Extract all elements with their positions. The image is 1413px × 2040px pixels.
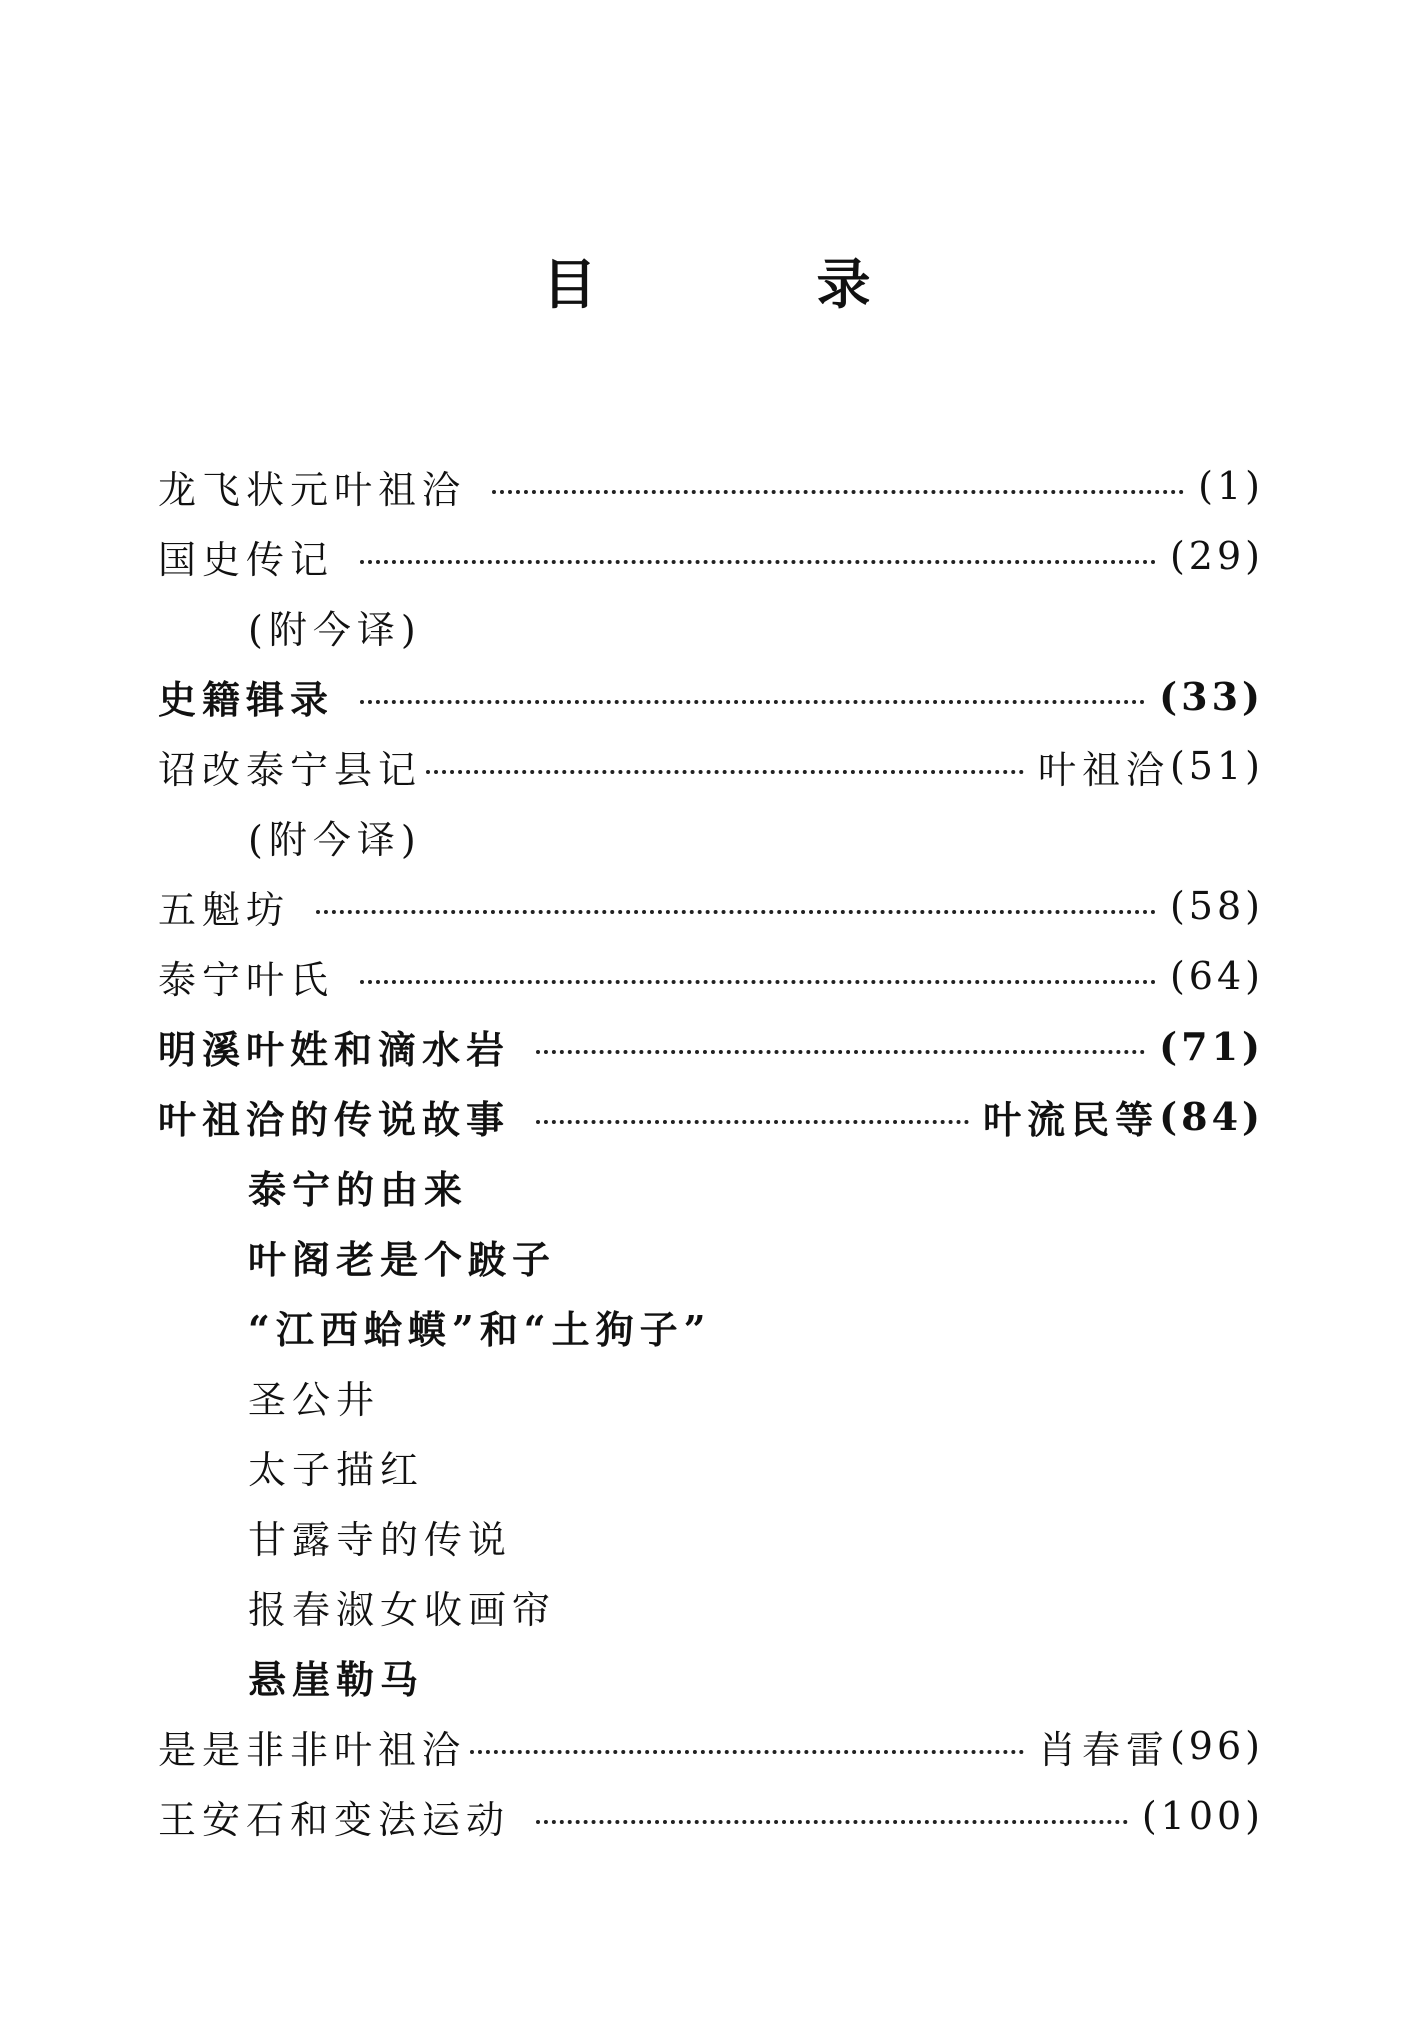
toc-entry-page: (64) <box>1169 954 1264 998</box>
toc-entry-title: 明溪叶姓和滴水岩 <box>158 1026 511 1072</box>
toc-subentry-title: (附今译) <box>248 607 422 652</box>
toc-entry-page: (100) <box>1141 1794 1264 1838</box>
toc-story[interactable] <box>158 1221 1264 1291</box>
toc-entry-title: 史籍辑录 <box>158 676 335 722</box>
toc-subentry <box>158 591 1264 661</box>
toc-story-title: 圣公井 <box>248 1377 381 1422</box>
toc-entry-page: (84) <box>1159 1093 1264 1139</box>
toc-subentry <box>158 801 1264 871</box>
toc-story-title: 太子描红 <box>248 1447 425 1492</box>
page-title-char-2: 录 <box>816 253 871 316</box>
dot-leader <box>316 910 1156 914</box>
page-title-char-1: 目 <box>542 253 597 316</box>
toc-story[interactable] <box>158 1361 1264 1431</box>
toc-entry-page: (29) <box>1169 534 1264 578</box>
dot-leader <box>426 770 1024 774</box>
toc-entry-title: 王安石和变法运动 <box>158 1797 511 1842</box>
dot-leader <box>360 560 1156 564</box>
toc-entry-title: 是是非非叶祖洽 <box>158 1727 467 1772</box>
toc-entry[interactable] <box>158 1081 1264 1151</box>
toc-entry-title: 五魁坊 <box>158 887 291 932</box>
toc-entry[interactable] <box>158 1011 1264 1081</box>
toc-story-title: 悬崖勒马 <box>248 1656 425 1702</box>
dot-leader <box>536 1050 1145 1054</box>
toc-entry[interactable] <box>158 1711 1264 1781</box>
toc-story[interactable] <box>158 1501 1264 1571</box>
dot-leader <box>492 490 1184 494</box>
toc-entry[interactable] <box>158 451 1264 521</box>
toc-entry-author: 叶祖洽 <box>1037 747 1170 792</box>
toc-story[interactable] <box>158 1151 1264 1221</box>
toc-entry[interactable] <box>158 521 1264 591</box>
toc-story-title: 报春淑女收画帘 <box>248 1587 557 1632</box>
toc-entry-page: (51) <box>1169 744 1264 788</box>
toc-entry-page: (33) <box>1159 673 1264 719</box>
toc-story-title: “江西蛤蟆”和“土狗子” <box>248 1306 712 1352</box>
dot-leader <box>360 980 1156 984</box>
toc-story[interactable] <box>158 1571 1264 1641</box>
toc-story[interactable] <box>158 1641 1264 1711</box>
toc-entry[interactable] <box>158 661 1264 731</box>
toc-subentry-title: (附今译) <box>248 817 422 862</box>
toc-entry-title: 泰宁叶氏 <box>158 957 335 1002</box>
toc-entry-title: 诏改泰宁县记 <box>158 747 423 792</box>
toc-entry-page: (1) <box>1198 464 1264 508</box>
toc-story-title: 泰宁的由来 <box>248 1166 469 1212</box>
toc-entry-page: (71) <box>1159 1023 1264 1069</box>
toc-entry-title: 叶祖洽的传说故事 <box>158 1096 511 1142</box>
toc-entry-title: 国史传记 <box>158 537 335 582</box>
table-of-contents <box>158 451 1264 1851</box>
dot-leader <box>536 1820 1128 1824</box>
toc-entry-author: 肖春雷 <box>1037 1727 1170 1772</box>
toc-entry[interactable] <box>158 871 1264 941</box>
page-title <box>0 250 1413 320</box>
dot-leader <box>360 700 1145 704</box>
dot-leader <box>470 1750 1024 1754</box>
toc-entry-page: (58) <box>1169 884 1264 928</box>
toc-story-title: 甘露寺的传说 <box>248 1517 513 1562</box>
toc-entry[interactable] <box>158 1781 1264 1851</box>
dot-leader <box>536 1120 969 1124</box>
toc-entry-author: 叶流民等 <box>983 1096 1160 1142</box>
toc-entry-title: 龙飞状元叶祖洽 <box>158 467 467 512</box>
toc-story-title: 叶阁老是个跛子 <box>248 1236 557 1282</box>
toc-story[interactable] <box>158 1291 1264 1361</box>
toc-entry-page: (96) <box>1169 1724 1264 1768</box>
toc-entry[interactable] <box>158 731 1264 801</box>
toc-story[interactable] <box>158 1431 1264 1501</box>
toc-entry[interactable] <box>158 941 1264 1011</box>
